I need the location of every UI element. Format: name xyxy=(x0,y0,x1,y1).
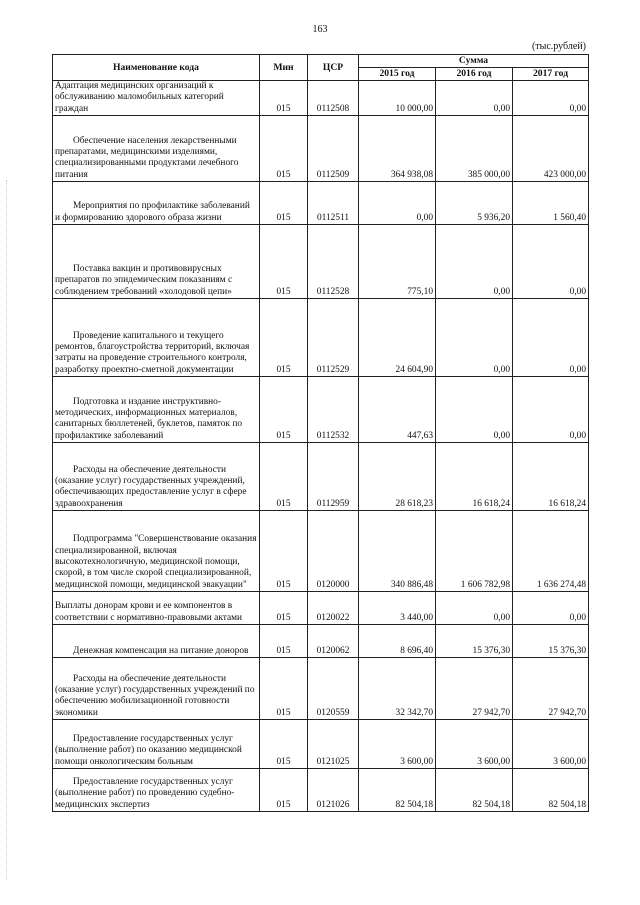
col-csr-header: ЦСР xyxy=(308,55,359,81)
row-amount-2016: 1 606 782,98 xyxy=(436,510,513,591)
table-row xyxy=(53,768,589,811)
row-target-code: 0112528 xyxy=(308,224,359,298)
row-ministry: 015 xyxy=(260,224,308,298)
row-target-code: 0112508 xyxy=(308,81,359,116)
col-sum-header: Сумма xyxy=(359,55,589,68)
row-amount-2017: 1 636 274,48 xyxy=(513,510,589,591)
row-amount-2016: 3 600,00 xyxy=(436,719,513,768)
row-target-code: 0121026 xyxy=(308,768,359,811)
table-row xyxy=(53,224,589,298)
units-label: (тыс.рублей) xyxy=(531,41,586,52)
row-amount-2017: 16 618,24 xyxy=(513,442,589,510)
col-name-header: Наименование кода xyxy=(53,55,260,81)
row-amount-2015: 775,10 xyxy=(359,224,436,298)
col-2015-header: 2015 год xyxy=(359,68,436,81)
row-amount-2016: 0,00 xyxy=(436,298,513,376)
row-amount-2015: 8 696,40 xyxy=(359,624,436,657)
row-ministry: 015 xyxy=(260,591,308,624)
row-amount-2015: 3 600,00 xyxy=(359,719,436,768)
table-row xyxy=(53,510,589,591)
row-target-code: 0120559 xyxy=(308,657,359,719)
row-name: Расходы на обеспечение деятельности (оказание услуг) государственных учреждений по обеспечению мобилизационной готовности экономики xyxy=(53,657,260,719)
row-amount-2017: 27 942,70 xyxy=(513,657,589,719)
row-name: Выплаты донорам крови и ее компонентов в соответствии с нормативно-правовыми актами xyxy=(53,591,260,624)
scan-edge-mark xyxy=(6,180,8,880)
row-target-code: 0112509 xyxy=(308,115,359,181)
row-ministry: 015 xyxy=(260,719,308,768)
row-amount-2016: 0,00 xyxy=(436,224,513,298)
row-ministry: 015 xyxy=(260,624,308,657)
row-amount-2016: 15 376,30 xyxy=(436,624,513,657)
row-name: Мероприятия по профилактике заболеваний и формированию здорового образа жизни xyxy=(53,181,260,224)
row-amount-2016: 0,00 xyxy=(436,376,513,442)
row-ministry: 015 xyxy=(260,81,308,116)
table-row xyxy=(53,81,589,116)
row-ministry: 015 xyxy=(260,657,308,719)
row-amount-2016: 27 942,70 xyxy=(436,657,513,719)
row-target-code: 0112511 xyxy=(308,181,359,224)
row-amount-2017: 0,00 xyxy=(513,224,589,298)
row-target-code: 0120022 xyxy=(308,591,359,624)
table-row xyxy=(53,624,589,657)
row-ministry: 015 xyxy=(260,768,308,811)
row-ministry: 015 xyxy=(260,376,308,442)
row-amount-2017: 15 376,30 xyxy=(513,624,589,657)
row-target-code: 0120000 xyxy=(308,510,359,591)
row-name: Обеспечение населения лекарственными препаратами, медицинскими изделиями, специализированными продуктами лечебного питания xyxy=(53,115,260,181)
row-amount-2017: 0,00 xyxy=(513,376,589,442)
row-amount-2017: 0,00 xyxy=(513,298,589,376)
row-name: Денежная компенсация на питание доноров xyxy=(53,624,260,657)
table-row xyxy=(53,442,589,510)
row-ministry: 015 xyxy=(260,115,308,181)
row-name: Предоставление государственных услуг (выполнение работ) по проведению судебно-медицинских экспертиз xyxy=(53,768,260,811)
table-row xyxy=(53,719,589,768)
row-amount-2015: 28 618,23 xyxy=(359,442,436,510)
row-amount-2017: 1 560,40 xyxy=(513,181,589,224)
row-amount-2016: 0,00 xyxy=(436,81,513,116)
page-number: 163 xyxy=(312,24,328,35)
row-name: Поставка вакцин и противовирусных препаратов по эпидемическим показаниям с соблюдением требований «холодовой цепи» xyxy=(53,224,260,298)
col-2017-header: 2017 год xyxy=(513,68,589,81)
row-amount-2015: 10 000,00 xyxy=(359,81,436,116)
row-name: Предоставление государственных услуг (выполнение работ) по оказанию медицинской помощи онкологическим больным xyxy=(53,719,260,768)
row-amount-2017: 0,00 xyxy=(513,591,589,624)
row-ministry: 015 xyxy=(260,442,308,510)
row-amount-2015: 82 504,18 xyxy=(359,768,436,811)
row-target-code: 0112532 xyxy=(308,376,359,442)
budget-table xyxy=(52,54,589,812)
row-amount-2016: 0,00 xyxy=(436,591,513,624)
table-row xyxy=(53,115,589,181)
row-target-code: 0120062 xyxy=(308,624,359,657)
table-row xyxy=(53,376,589,442)
row-amount-2015: 447,63 xyxy=(359,376,436,442)
row-target-code: 0112529 xyxy=(308,298,359,376)
row-amount-2015: 3 440,00 xyxy=(359,591,436,624)
row-target-code: 0121025 xyxy=(308,719,359,768)
row-amount-2017: 82 504,18 xyxy=(513,768,589,811)
row-amount-2015: 24 604,90 xyxy=(359,298,436,376)
row-amount-2016: 82 504,18 xyxy=(436,768,513,811)
row-name: Проведение капитального и текущего ремонтов, благоустройства территорий, включая затраты на проведение строительного контроля, разработку проектно-сметной документации xyxy=(53,298,260,376)
col-min-header: Мин xyxy=(260,55,308,81)
row-name: Расходы на обеспечение деятельности (оказание услуг) государственных учреждений, обеспечивающих предоставление услуг в сфере здравоохранения xyxy=(53,442,260,510)
table-row xyxy=(53,298,589,376)
row-amount-2016: 385 000,00 xyxy=(436,115,513,181)
row-amount-2016: 5 936,20 xyxy=(436,181,513,224)
row-ministry: 015 xyxy=(260,510,308,591)
col-2016-header: 2016 год xyxy=(436,68,513,81)
row-name: Подпрограмма "Совершенствование оказания специализированной, включая высокотехнологичную, медицинской помощи, скорой, в том числе скорой специализированной, медицинской помощи, медицинской эвакуации" xyxy=(53,510,260,591)
table-row xyxy=(53,591,589,624)
row-amount-2015: 340 886,48 xyxy=(359,510,436,591)
row-amount-2016: 16 618,24 xyxy=(436,442,513,510)
row-ministry: 015 xyxy=(260,181,308,224)
row-amount-2017: 423 000,00 xyxy=(513,115,589,181)
table-row xyxy=(53,181,589,224)
row-amount-2017: 0,00 xyxy=(513,81,589,116)
row-name: Подготовка и издание инструктивно-методических, информационных материалов, санитарных бюллетеней, буклетов, памяток по профилактике заболеваний xyxy=(53,376,260,442)
row-amount-2015: 32 342,70 xyxy=(359,657,436,719)
row-ministry: 015 xyxy=(260,298,308,376)
header-row xyxy=(53,55,589,68)
row-target-code: 0112959 xyxy=(308,442,359,510)
table-row xyxy=(53,657,589,719)
row-amount-2017: 3 600,00 xyxy=(513,719,589,768)
row-amount-2015: 364 938,08 xyxy=(359,115,436,181)
row-name: Адаптация медицинских организаций к обслуживанию маломобильных категорий граждан xyxy=(53,81,260,116)
row-amount-2015: 0,00 xyxy=(359,181,436,224)
